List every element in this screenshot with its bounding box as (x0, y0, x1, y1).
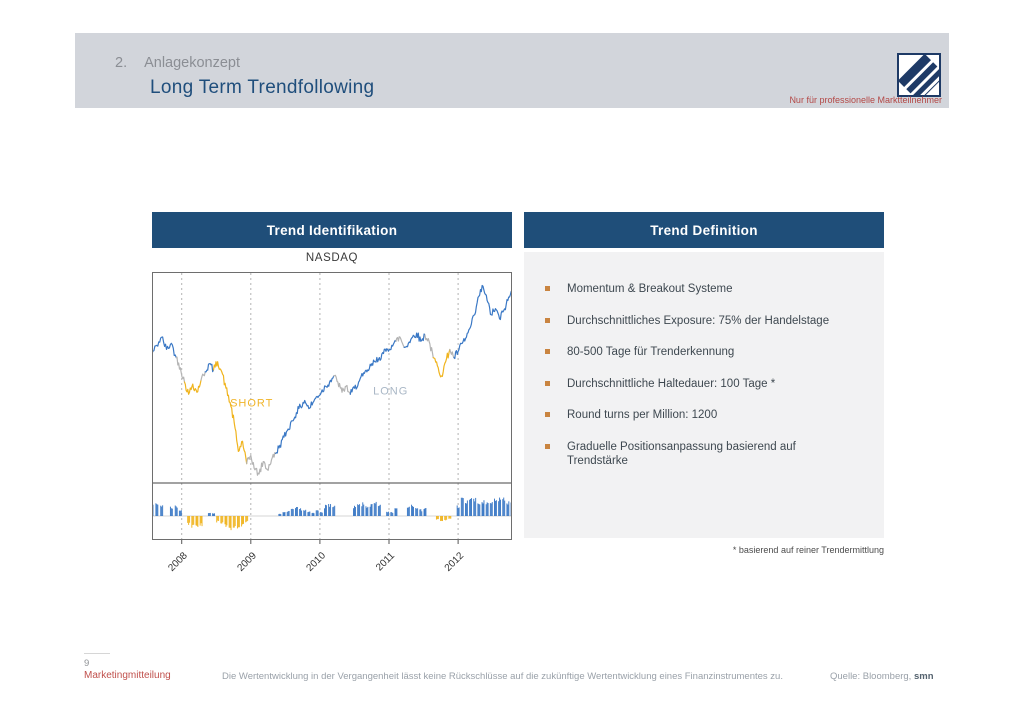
page-number: 9 (84, 658, 90, 669)
bullet-list (524, 252, 884, 469)
bullet-item (545, 314, 858, 329)
nasdaq-trend-chart (152, 272, 512, 576)
bullet-square-icon (545, 318, 550, 323)
page-title: Long Term Trendfollowing (150, 77, 375, 98)
section-number: 2. (115, 55, 128, 71)
chart-annotation-short: SHORT (230, 397, 274, 410)
smn-logo-icon (897, 53, 941, 97)
bullet-square-icon (545, 381, 550, 386)
source-note (830, 671, 934, 682)
panel-header-trend-identifikation: Trend Identifikation (152, 212, 512, 248)
doc-type-label: Marketingmitteilung (84, 670, 171, 681)
bullet-text: Durchschnittliche Haltedauer: 100 Tage * (567, 377, 776, 390)
compliance-note: Nur für professionelle Marktteilnehmer (789, 95, 942, 105)
panel-header-trend-definition: Trend Definition (524, 212, 884, 248)
section-title: Anlagekonzept (144, 55, 241, 71)
chart-title: NASDAQ (305, 252, 359, 264)
chart-annotation-long: LONG (373, 385, 409, 398)
bullet-item (545, 377, 858, 392)
trend-definition-box (524, 252, 884, 538)
x-tick-label: 2009 (235, 550, 259, 574)
source-label: Quelle: Bloomberg, (830, 671, 912, 682)
bullet-text: Momentum & Breakout Systeme (567, 283, 733, 295)
chart-svg (152, 272, 512, 576)
section-heading (115, 55, 240, 71)
x-tick-label: 2008 (166, 550, 190, 574)
bullet-item (545, 408, 858, 423)
bullet-text: Durchschnittliches Exposure: 75% der Handelstage (567, 314, 830, 327)
bullet-square-icon (545, 349, 550, 354)
footnote: * basierend auf reiner Trendermittlung (732, 545, 884, 555)
bullet-text: Round turns per Million: 1200 (567, 409, 718, 421)
bullet-text: 80-500 Tage für Trenderkennung (567, 346, 735, 358)
x-tick-label: 2010 (304, 550, 329, 574)
bullet-item (545, 282, 858, 297)
bullet-square-icon (545, 444, 550, 449)
footer-rule (84, 653, 110, 654)
bullet-square-icon (545, 286, 550, 291)
source-brand: smn (913, 671, 934, 682)
disclaimer: Die Wertentwicklung in der Vergangenheit lässt keine Rückschlüsse auf die zukünftige Wertentwicklung eines Finanzinstrumentes zu. (222, 671, 783, 682)
bullet-text: Graduelle Positionsanpassung basierend auf Trendstärke (567, 440, 796, 467)
bullet-square-icon (545, 412, 550, 417)
x-tick-label: 2011 (374, 550, 398, 574)
bullet-item (545, 440, 858, 469)
x-tick-label: 2012 (442, 550, 467, 574)
bullet-item (545, 345, 858, 360)
